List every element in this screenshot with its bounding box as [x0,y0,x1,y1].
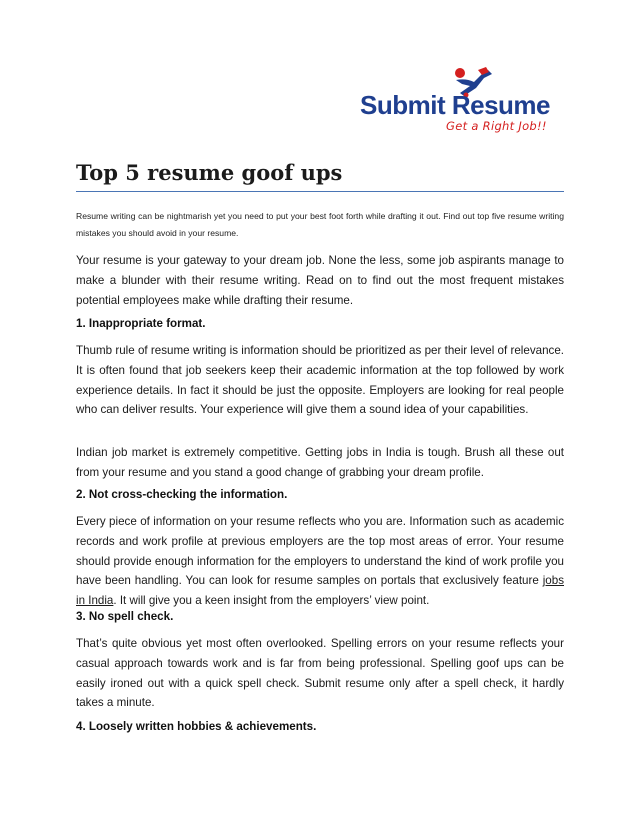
logo-word-first: Submit [360,90,446,120]
logo-tagline: Get a Right Job!! [446,119,547,133]
intro-summary: Resume writing can be nightmarish yet you need to put your best foot forth while drafting it out. Find out top five resume writing mistakes you should avoid in your resume. [76,211,564,238]
logo-wordmark [360,90,550,121]
section-1-paragraph-1: Thumb rule of resume writing is information should be prioritized as per their level of relevance. It is often found that job seekers keep their academic information at the top followed by work experience details. In fact it should be just the opposite. Employers are looking for real people who can deliver results. Your experience will give them a sound idea of your capabilities. [76,344,564,417]
section-heading-1: 1. Inappropriate format. [76,317,206,330]
page-title: Top 5 resume goof ups [76,160,343,185]
submit-resume-logo [360,66,570,138]
section-heading-2: 2. Not cross-checking the information. [76,488,288,501]
title-divider [76,191,564,192]
section-heading-4: 4. Loosely written hobbies & achievements. [76,720,317,733]
section-3-paragraph: That’s quite obvious yet most often overlooked. Spelling errors on your resume reflects your casual approach towards work and is far from being professional. Spelling goof ups can be easily ironed out with a quick spell check. Submit resume only after a spell check, it hardly takes a minute. [76,637,564,710]
logo-word-second: Resume [451,90,550,120]
section-2-text-after-link: . It will give you a keen insight from the employers’ view point. [113,594,430,608]
section-heading-3: 3. No spell check. [76,610,174,623]
section-1-paragraph-2: Indian job market is extremely competitive. Getting jobs in India is tough. Brush all these out from your resume and you stand a good change of grabbing your dream profile. [76,446,564,479]
intro-paragraph: Your resume is your gateway to your dream job. None the less, some job aspirants manage to make a blunder with their resume writing. Read on to find out the most frequent mistakes potential employees make while drafting their resume. [76,254,564,307]
jobs-in-india-link[interactable]: jobs in India [76,574,564,608]
section-2-text-before-link: Every piece of information on your resume reflects who you are. Information such as academic records and work profile at previous employers are the top most areas of error. Your resume should provide enough information for the employers to understand the kind of work profile you have been handling. You can look for resume samples on portals that exclusively feature [76,515,564,588]
section-2-paragraph [76,512,564,611]
